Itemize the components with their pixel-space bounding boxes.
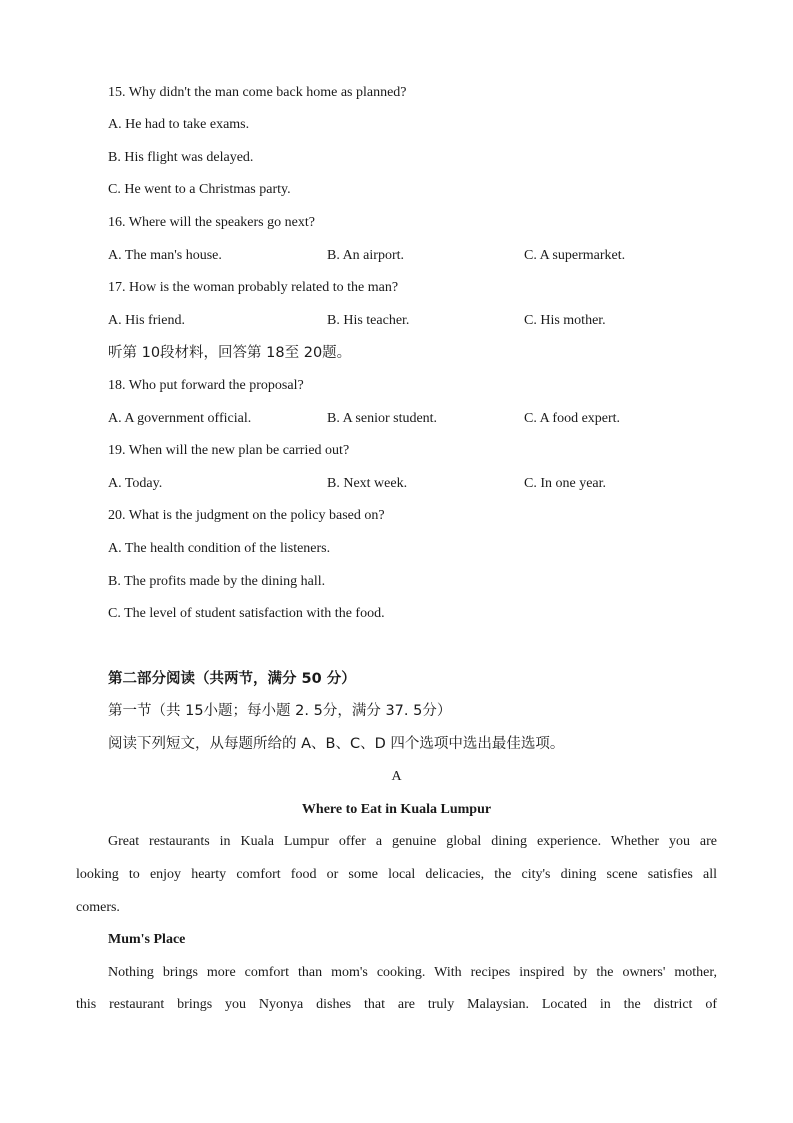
reading-instruction: 阅读下列短文，从每题所给的 A、B、C、D 四个选项中选出最佳选项。: [108, 736, 565, 752]
q19-option-a: A. Today.: [108, 476, 163, 491]
part2-heading: 第二部分阅读（共两节，满分 50 分）: [108, 671, 356, 687]
question-15: 15. Why didn't the man come back home as planned?: [108, 85, 407, 100]
q15-option-b: B. His flight was delayed.: [108, 150, 254, 165]
section1-heading: 第一节（共 15小题；每小题 2. 5分，满分 37. 5分）: [108, 703, 452, 719]
q15-option-a: A. He had to take exams.: [108, 117, 250, 132]
question-19: 19. When will the new plan be carried out?: [108, 443, 350, 458]
q16-option-c: C. A supermarket.: [524, 248, 626, 263]
q19-option-b: B. Next week.: [327, 476, 408, 491]
q20-option-c: C. The level of student satisfaction with the food.: [108, 606, 385, 621]
q17-option-c: C. His mother.: [524, 313, 606, 328]
q15-option-c: C. He went to a Christmas party.: [108, 182, 291, 197]
q16-option-a: A. The man's house.: [108, 248, 222, 263]
subheading-mums-place: Mum's Place: [108, 932, 186, 947]
q20-option-b: B. The profits made by the dining hall.: [108, 574, 326, 589]
q18-option-c: C. A food expert.: [524, 411, 621, 426]
q18-option-b: B. A senior student.: [327, 411, 438, 426]
body-line-1: Nothing brings more comfort than mom's cooking. With recipes inspired by the owners' mother,: [108, 965, 717, 980]
q16-option-b: B. An airport.: [327, 248, 404, 263]
q20-option-a: A. The health condition of the listeners.: [108, 541, 331, 556]
intro-line-1: Great restaurants in Kuala Lumpur offer a genuine global dining experience. Whether you are: [108, 834, 717, 849]
material-10-instruction: 听第 10段材料，回答第 18至 20题。: [108, 345, 352, 361]
q17-option-a: A. His friend.: [108, 313, 185, 328]
question-18: 18. Who put forward the proposal?: [108, 378, 304, 393]
passage-letter: A: [391, 769, 402, 784]
q19-option-c: C. In one year.: [524, 476, 607, 491]
q18-option-a: A. A government official.: [108, 411, 252, 426]
intro-line-2: looking to enjoy hearty comfort food or some local delicacies, the city's dining scene satisfies all: [76, 867, 717, 882]
passage-title: Where to Eat in Kuala Lumpur: [301, 802, 492, 817]
body-line-2: this restaurant brings you Nyonya dishes that are truly Malaysian. Located in the district of: [76, 997, 717, 1012]
question-17: 17. How is the woman probably related to the man?: [108, 280, 399, 295]
q17-option-b: B. His teacher.: [327, 313, 410, 328]
question-16: 16. Where will the speakers go next?: [108, 215, 315, 230]
question-20: 20. What is the judgment on the policy based on?: [108, 508, 385, 523]
intro-line-3: comers.: [76, 900, 120, 915]
